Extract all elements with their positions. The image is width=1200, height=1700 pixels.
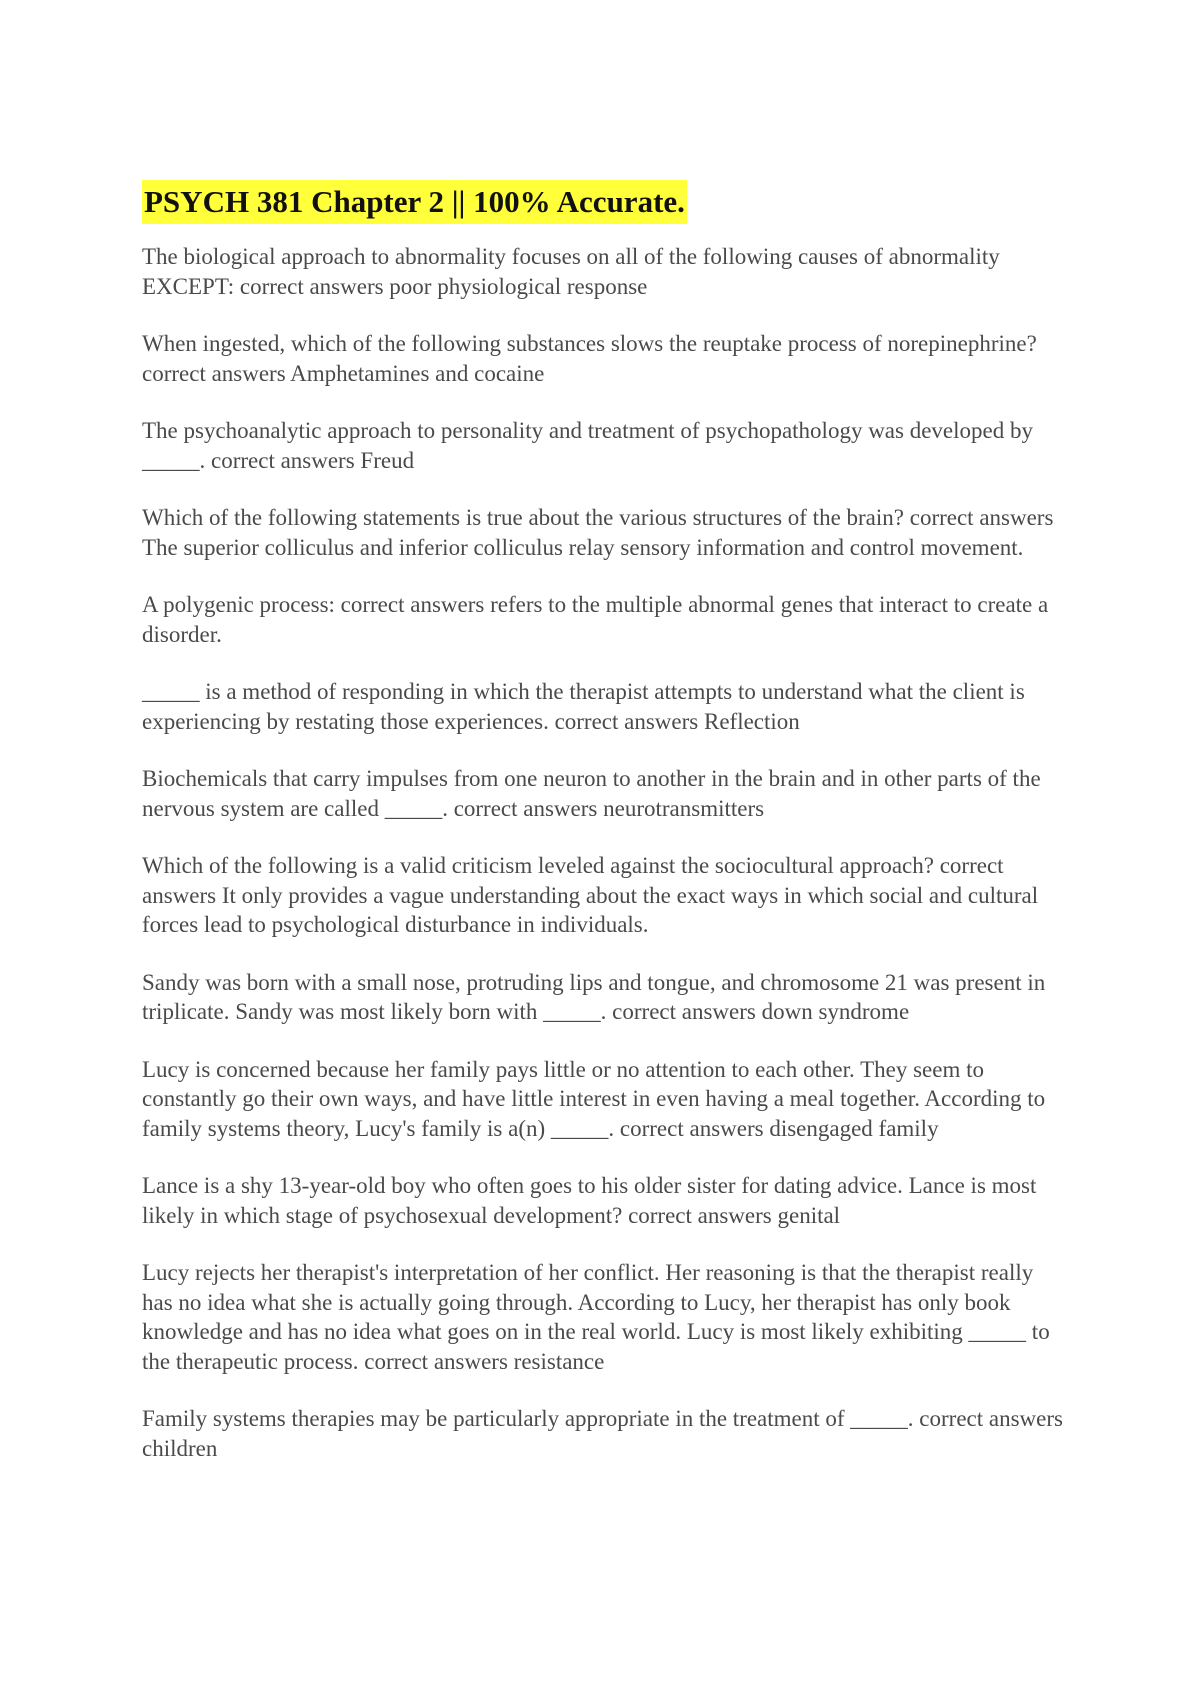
- qa-item: _____ is a method of responding in which the therapist attempts to understand what the client is experiencing by restating those experiences. correct answers Reflection: [142, 679, 1025, 734]
- qa-item: Lucy rejects her therapist's interpretation of her conflict. Her reasoning is that the therapist really has no idea what she is actually going through. According to Lucy, her therapist has only book knowledge and has no idea what goes on in the real world. Lucy is most likely exhibiting _____ to the therapeutic process. correct answers resistance: [142, 1260, 1050, 1374]
- qa-item: Family systems therapies may be particularly appropriate in the treatment of _____. correct answers children: [142, 1406, 1063, 1461]
- qa-item: A polygenic process: correct answers refers to the multiple abnormal genes that interact to create a disorder.: [142, 592, 1049, 647]
- qa-item: When ingested, which of the following substances slows the reuptake process of norepinephrine? correct answers Amphetamines and cocaine: [142, 331, 1037, 386]
- qa-item: Which of the following is a valid criticism leveled against the sociocultural approach? correct answers It only provides a vague understanding about the exact ways in which social and cultural forces lead to psychological disturbance in individuals.: [142, 853, 1039, 937]
- qa-item: Lance is a shy 13-year-old boy who often goes to his older sister for dating advice. Lance is most likely in which stage of psychosexual development? correct answers genital: [142, 1173, 1037, 1228]
- qa-item: Lucy is concerned because her family pays little or no attention to each other. They seem to constantly go their own ways, and have little interest in even having a meal together. According to family systems theory, Lucy's family is a(n) _____. correct answers disengaged family: [142, 1056, 1046, 1141]
- qa-item: The psychoanalytic approach to personality and treatment of psychopathology was developed by _____. correct answers Freud: [142, 418, 1033, 473]
- document-content: [142, 180, 1067, 1491]
- qa-item: Which of the following statements is true about the various structures of the brain? correct answers The superior colliculus and inferior colliculus relay sensory information and control movement.: [142, 505, 1054, 560]
- qa-item: Biochemicals that carry impulses from one neuron to another in the brain and in other parts of the nervous system are called _____. correct answers neurotransmitters: [142, 766, 1041, 821]
- document-title: PSYCH 381 Chapter 2 || 100% Accurate.: [142, 180, 687, 224]
- qa-item: The biological approach to abnormality focuses on all of the following causes of abnormality EXCEPT: correct answers poor physiological response: [142, 244, 1000, 299]
- qa-item: Sandy was born with a small nose, protruding lips and tongue, and chromosome 21 was present in triplicate. Sandy was most likely born with _____. correct answers down syndrome: [142, 969, 1046, 1024]
